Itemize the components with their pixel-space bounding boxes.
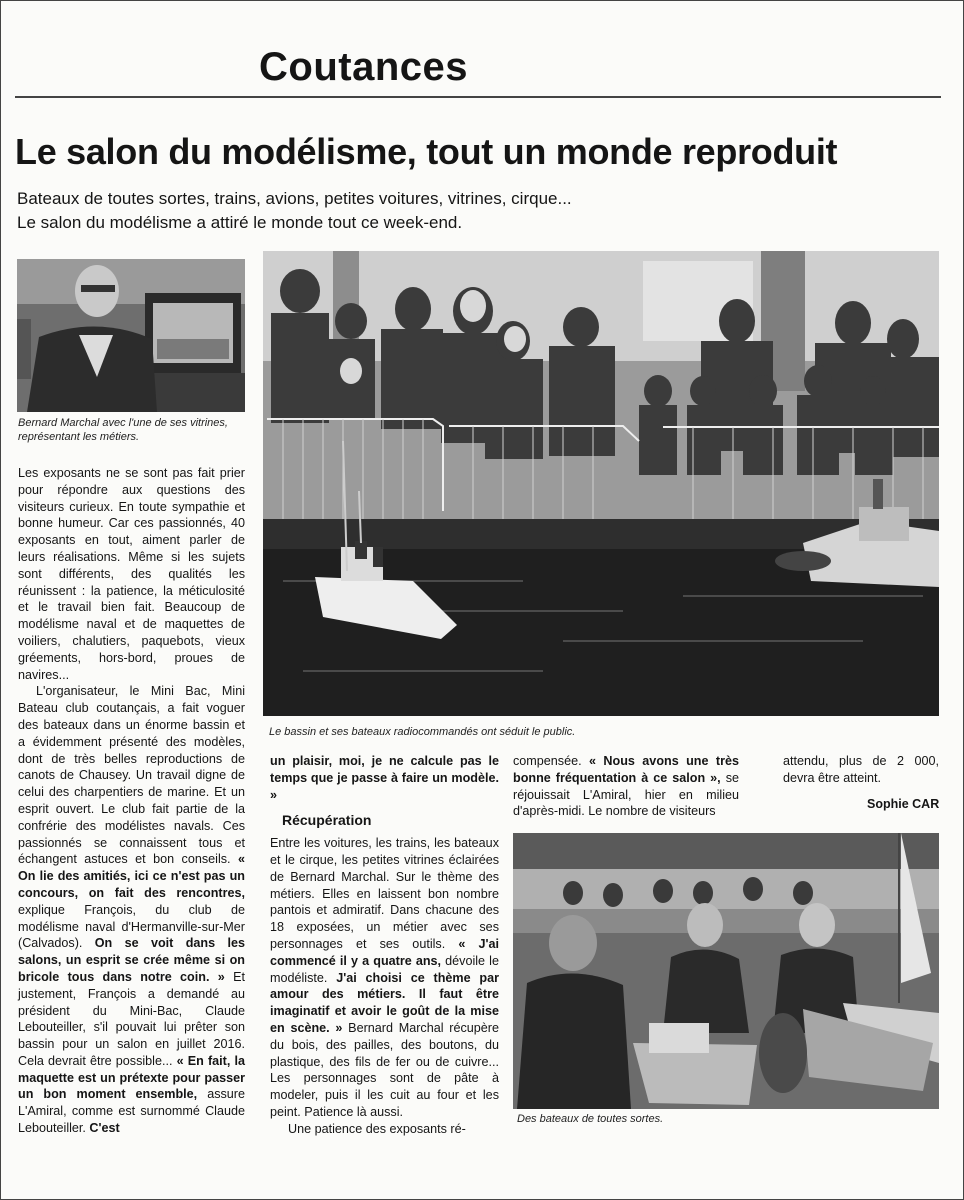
photo-bassin — [263, 251, 939, 716]
col1-quote-1: « On lie des amitiés, ici ce n'est pas un concours, on fait des rencontres, — [18, 852, 245, 900]
col1-text-g: assure L'Amiral, comme est surnommé Claude Lebouteiller. — [18, 1087, 245, 1136]
col2-quote-3: J'ai choisi ce thème par amour des métiers. Il faut être imaginatif et avoir le goût de la mise en scène. » — [270, 970, 499, 1035]
col2-text-e: Bernard Marchal récupère du bois, des pailles, des boutons, du plastique, des fils de fer ou de cuivre... Les personnages sont de pâte à modeler, puis il les cuit au four et les peint. Patience là aussi. — [270, 1020, 499, 1119]
col3-text-a: compensée. — [513, 754, 590, 768]
col2-paragraph-2 — [270, 835, 499, 1121]
photo-bateaux — [513, 833, 939, 1109]
photo1-caption: Bernard Marchal avec l'une de ses vitrines, représentant les métiers. — [18, 417, 228, 443]
col3-paragraph — [513, 753, 739, 820]
col2-paragraph-3: Une patience des exposants ré- — [288, 1121, 466, 1136]
article-column-1 — [18, 465, 245, 1137]
article-column-4 — [783, 753, 939, 787]
photo2-caption: Le bassin et ses bateaux radiocommandés ont séduit le public. — [269, 726, 576, 738]
subheadline-line-2: Le salon du modélisme a attiré le monde tout ce week-end. — [17, 213, 463, 232]
col1-text-a: L'organisateur, le Mini Bac, Mini Bateau club coutançais, a fait voguer des bateaux dans un énorme bassin et a évidemment présenté des modèles, dont de très belles reproductions de canots de Chausey. Un travail digne de celui des charpentiers de marine. Et un esprit ouvert. Le club fait partie de la confrérie des modélistes navals. Ces passionnés se connaissent tous et échangent astuces et bon conseils. — [18, 684, 245, 867]
section-rule — [15, 96, 941, 98]
col3-text-c: se réjouissait L'Amiral, hier en milieu d'après-midi. Le nombre de visiteurs — [513, 770, 739, 819]
col2-quote-1: un plaisir, moi, je ne calcule pas le temps que je passe à faire un modèle. » — [270, 754, 499, 802]
photo-bernard-marchal — [17, 259, 245, 412]
col2-text-c: dévoile le modéliste. — [270, 953, 499, 985]
col1-text-c: explique François, du club de modélisme naval d'Hermanville-sur-Mer (Calvados). — [18, 902, 245, 951]
article-column-3 — [513, 753, 739, 820]
col1-quote-3: « En fait, la maquette est un prétexte pour passer un bon moment ensemble, — [18, 1053, 245, 1102]
author-byline: Sophie CAR — [867, 797, 940, 811]
col2-quote-2: « J'ai commencé il y a quatre ans, — [270, 936, 499, 968]
col2-paragraph-1 — [270, 753, 499, 803]
article-column-2 — [270, 753, 499, 1138]
section-title: Coutances — [259, 45, 468, 89]
headline: Le salon du modélisme, tout un monde reproduit — [15, 131, 838, 172]
col1-quote-2: On se voit dans les salons, un esprit se crée même si on bricole tous dans notre coin. » — [18, 936, 245, 984]
subheadline-line-1: Bateaux de toutes sortes, trains, avions, petites voitures, vitrines, cirque... — [17, 189, 572, 208]
col2-text-a: Entre les voitures, les trains, les bateaux et le cirque, les petites vitrines éclairées de Bernard Marchal. Sur le thème des métiers. Elles en laissent bon nombre pantois et admiratif. Dans chacune des 18 exposées, un métier avec ses personnages et ses outils. — [270, 836, 499, 951]
subheadline — [17, 187, 917, 235]
subhead-recuperation: Récupération — [282, 812, 372, 829]
col1-text-e: Et justement, François a demandé au président du Mini-Bac, Claude Lebouteiller, s'il pouvait lui prêter son bassin pour un salon en juillet 2016. Cela devrait être possible... — [18, 969, 246, 1068]
col3-quote: « Nous avons une très bonne fréquentation à ce salon », — [513, 754, 740, 785]
photo3-caption: Des bateaux de toutes sortes. — [517, 1113, 664, 1125]
col4-paragraph: attendu, plus de 2 000, devra être atteint. — [783, 754, 939, 785]
col1-quote-4: C'est — [89, 1121, 120, 1136]
col1-paragraph-2 — [18, 683, 245, 1137]
col1-paragraph-1: Les exposants ne se sont pas fait prier pour répondre aux questions des visiteurs curieux. En toute sympathie et bonne humeur. Car ces passionnés, 40 exposants en tout, aiment parler de leurs réalisations. Même si les sujets sont différents, des qualités les réunissent : la patience, la méticulosité et le travail bien fait. Beaucoup de modélisme naval et de maquettes de voiliers, chalutiers, paquebots, vieux gréements, hors-bord, proues de navires... — [18, 466, 245, 682]
